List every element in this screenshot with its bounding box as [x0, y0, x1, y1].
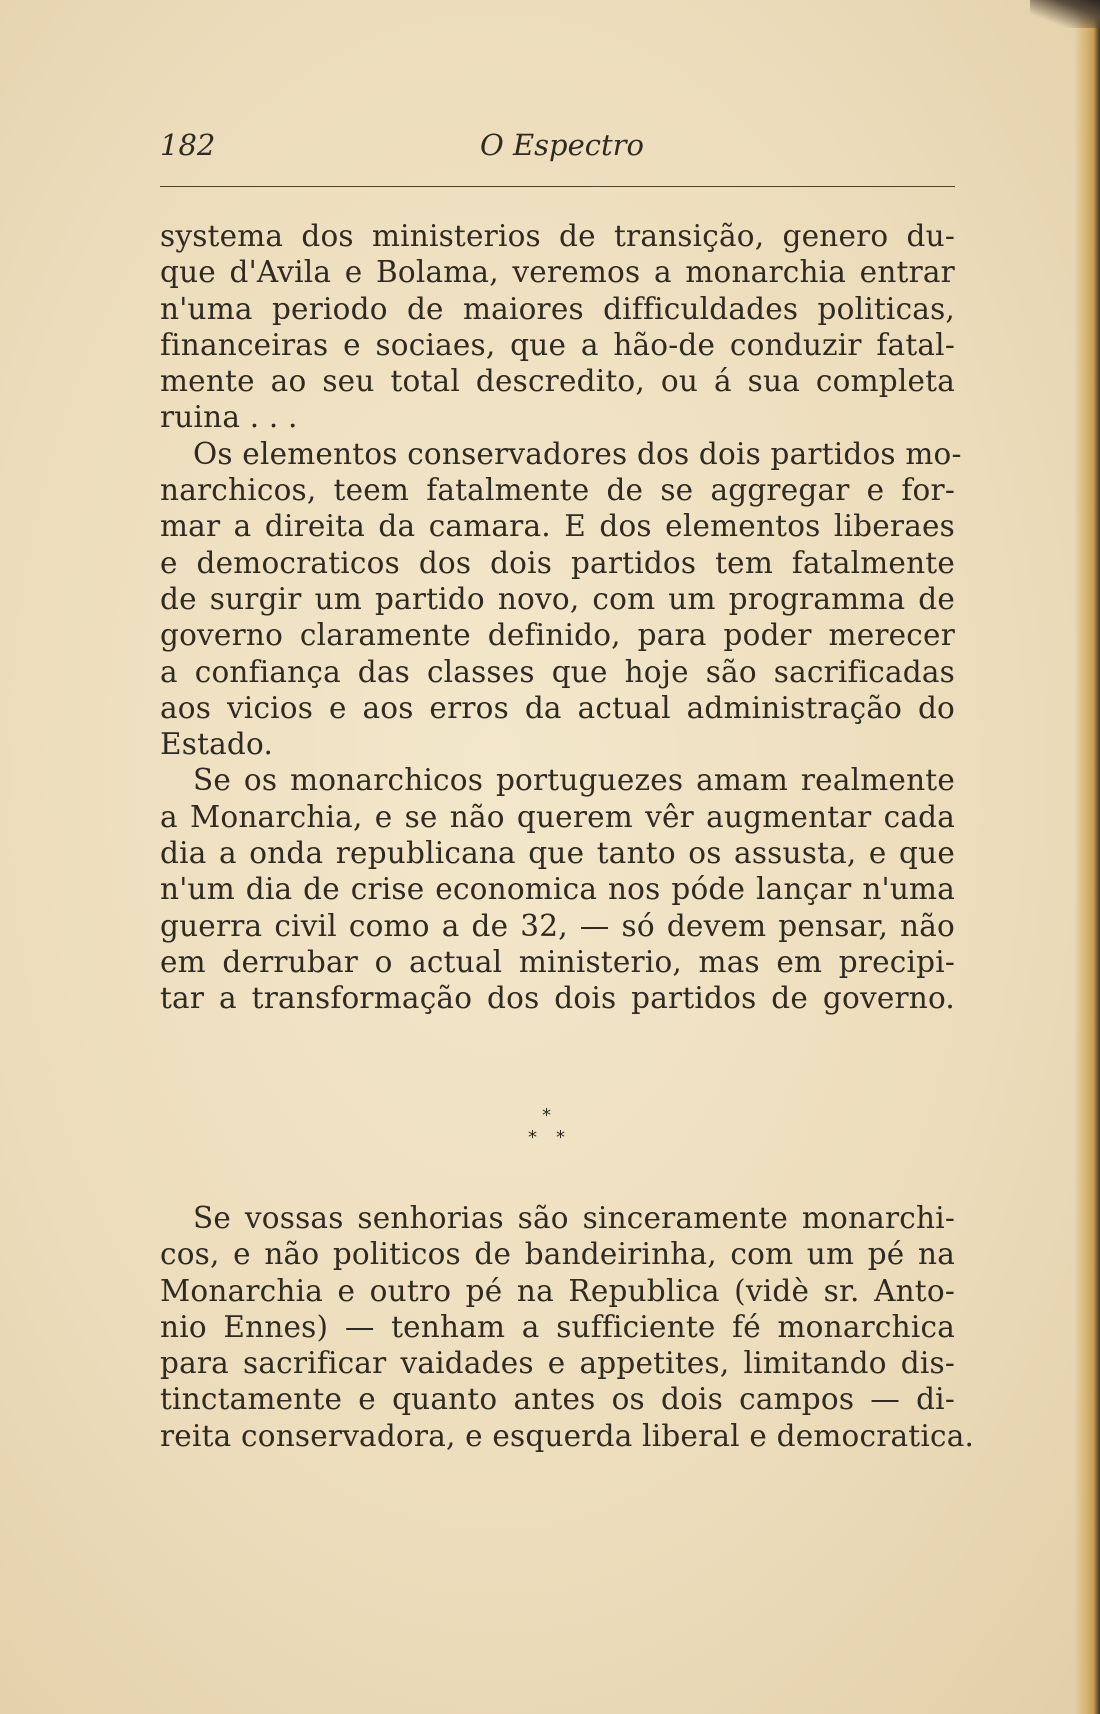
page-header [160, 128, 955, 168]
text-line: e democraticos dos dois partidos tem fatalmente [160, 545, 955, 580]
header-rule [160, 186, 955, 187]
text-line: narchicos, teem fatalmente de se aggregar e for- [160, 473, 955, 508]
text-line: systema dos ministerios de transição, genero du- [160, 219, 955, 253]
text-line: tinctamente e quanto antes os dois campos — di- [160, 1382, 955, 1417]
asterisk: * [528, 1127, 537, 1148]
text-line: em derrubar o actual ministerio, mas em precipi- [160, 944, 955, 979]
running-title: O Espectro [480, 128, 644, 162]
paragraph-start: Se os monarchicos portuguezes amam realmente [193, 763, 955, 798]
paragraph-start: Se vossas senhorias são sinceramente monarchi- [193, 1201, 955, 1235]
text-line: cos, e não politicos de bandeirinha, com um pé na [160, 1237, 955, 1272]
paragraph-start: Os elementos conservadores dos dois partidos mo- [193, 436, 962, 471]
text-line: para sacrificar vaidades e appetites, limitando dis- [160, 1346, 955, 1381]
text-line: de surgir um partido novo, com um programma de [160, 581, 955, 616]
text-line: nio Ennes) — tenham a sufficiente fé monarchica [160, 1309, 955, 1344]
text-line: reita conservadora, e esquerda liberal e democratica. [160, 1418, 975, 1453]
asterisk: * [556, 1127, 565, 1148]
text-line: mente ao seu total descredito, ou á sua completa [160, 364, 955, 399]
text-line: guerra civil como a de 32, — só devem pensar, não [160, 908, 955, 943]
text-line: Estado. [160, 727, 274, 762]
text-line: tar a transformação dos dois partidos de governo. [160, 981, 955, 1016]
body-text-top [160, 218, 962, 1017]
body-text-bottom [160, 1200, 975, 1454]
text-line: mar a direita da camara. E dos elementos liberaes [160, 509, 955, 544]
page-edge-shadow [1074, 0, 1100, 1714]
asterism-divider [510, 1105, 590, 1155]
text-line: que d'Avila e Bolama, veremos a monarchia entrar [160, 255, 955, 290]
text-line: aos vicios e aos erros da actual administração do [160, 690, 955, 725]
text-line: ruina . . . [160, 400, 298, 435]
text-line: governo claramente definido, para poder merecer [160, 618, 955, 653]
text-line: Monarchia e outro pé na Republica (vidè sr. Anto- [160, 1273, 955, 1308]
text-line: dia a onda republicana que tanto os assusta, e que [160, 836, 955, 871]
text-line: financeiras e sociaes, que a hão-de conduzir fatal- [160, 327, 955, 362]
page-number: 182 [160, 128, 216, 162]
asterisk: * [542, 1105, 551, 1126]
text-line: n'um dia de crise economica nos póde lançar n'uma [160, 872, 955, 907]
text-line: a Monarchia, e se não querem vêr augmentar cada [160, 799, 955, 834]
text-line: n'uma periodo de maiores difficuldades politicas, [160, 291, 955, 326]
page-corner-shadow [1030, 0, 1100, 28]
text-line: a confiança das classes que hoje são sacrificadas [160, 654, 955, 689]
